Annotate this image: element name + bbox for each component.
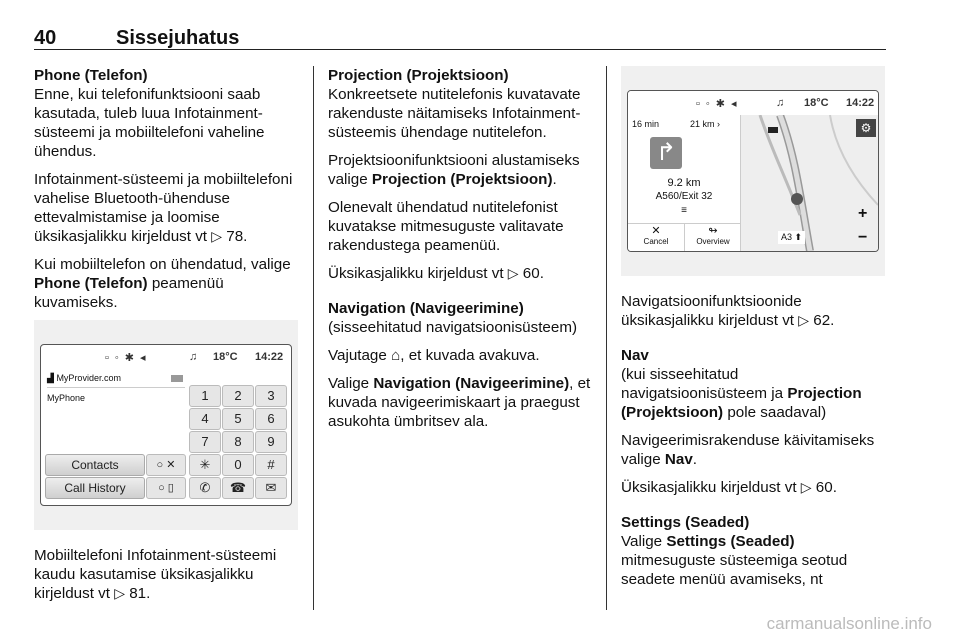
turn-arrow-icon: ↱ xyxy=(650,137,682,169)
handsfree-icon[interactable]: ○ ▯ xyxy=(146,477,186,499)
page-ref-icon: ▷ xyxy=(798,312,810,328)
paragraph: Üksikasjalikku kirjeldust vt ▷ 60. xyxy=(328,265,544,282)
status-bar: ▫◦✱◂ ♫ 18°C 14:22 xyxy=(105,351,284,364)
paragraph: Vajutage ⌂, et kuvada avakuva. xyxy=(328,347,540,364)
section-heading-phone: Phone (Telefon) xyxy=(34,67,148,84)
paragraph: Üksikasjalikku kirjeldust vt ▷ 60. xyxy=(621,479,837,496)
message-icon[interactable]: ✉ xyxy=(255,477,287,499)
zoom-out-button[interactable]: − xyxy=(858,229,868,246)
phone-screen xyxy=(40,344,292,506)
page-number: 40 xyxy=(34,27,57,49)
section-heading-navigation: Navigation (Navigeerimine) xyxy=(328,300,524,317)
key-0[interactable]: 0 xyxy=(222,454,254,476)
column-1 xyxy=(34,66,302,321)
chevron-right-icon: › xyxy=(717,119,721,129)
road-label: A3 ⬆ xyxy=(778,231,805,244)
section-heading-projection: Projection (Projektsioon) xyxy=(328,67,509,84)
paragraph: Navigatsioonifunktsioonide üksikasjalikku kirjeldust vt ▷ 62. xyxy=(621,293,835,329)
paragraph: Kui mobiiltelefon on ühendatud, valige Phone (Telefon) peamenüü kuvamiseks. xyxy=(34,256,291,311)
battery-icon xyxy=(171,375,183,382)
key-1[interactable]: 1 xyxy=(189,385,221,407)
device-name: MyPhone xyxy=(47,393,86,403)
paragraph: Konkreetsete nutitelefonis kuvatavate rakenduste näitamiseks Infotainment-süsteemis ühendage nutitelefon. xyxy=(328,86,581,141)
paragraph: Olenevalt ühendatud nutitelefonist kuvatakse mitmesuguste valitavate rakendustega peamenüü. xyxy=(328,199,564,254)
gear-icon[interactable]: ⚙ xyxy=(856,119,876,137)
column-2 xyxy=(328,66,594,440)
key-3[interactable]: 3 xyxy=(255,385,287,407)
phone-screenshot xyxy=(34,320,298,530)
contacts-button[interactable]: Contacts xyxy=(45,454,145,476)
call-icon[interactable]: ✆ xyxy=(189,477,221,499)
key-hash[interactable]: # xyxy=(255,454,287,476)
provider-name: ▟ MyProvider.com xyxy=(47,373,121,383)
route-icon: ↬ xyxy=(708,225,718,237)
paragraph: Infotainment-süsteemi ja mobiiltelefoni vahelise Bluetooth-ühenduse ettevalmistamise ja loomise üksikasjalikku kirjeldust vt ▷ 78. xyxy=(34,171,293,245)
column-divider xyxy=(313,66,314,610)
navigation-screen xyxy=(627,90,879,252)
paragraph: (sisseehitatud navigatsioonisüsteem) xyxy=(328,319,578,336)
home-icon: ⌂ xyxy=(391,347,401,364)
key-2[interactable]: 2 xyxy=(222,385,254,407)
zoom-in-button[interactable]: + xyxy=(858,205,868,222)
music-icon: ♫ xyxy=(776,97,785,109)
page-ref-icon: ▷ xyxy=(800,479,812,495)
status-icons: ▫◦✱◂ xyxy=(105,352,152,364)
hangup-icon[interactable]: ☎ xyxy=(222,477,254,499)
key-8[interactable]: 8 xyxy=(222,431,254,453)
route-panel: 16 min 21 km › ↱ 9.2 km A560/Exit 32 ≡ ✕ Cancel ↬ Overview xyxy=(628,115,741,251)
paragraph: Valige Settings (Seaded) mitmesuguste süsteemiga seotud seadete menüü avamiseks, nt xyxy=(621,533,848,588)
call-history-button[interactable]: Call History xyxy=(45,477,145,499)
overview-button[interactable]: ↬ Overview xyxy=(684,223,741,252)
page-ref-icon: ▷ xyxy=(507,265,519,281)
key-7[interactable]: 7 xyxy=(189,431,221,453)
key-9[interactable]: 9 xyxy=(255,431,287,453)
paragraph: (kui sisseehitatud navigatsioonisüsteem ja Projection (Projektsioon) pole saadaval) xyxy=(621,366,862,421)
key-star-icon[interactable]: ✳ xyxy=(189,454,221,476)
paragraph: Navigeerimisrakenduse käivitamiseks valige Nav. xyxy=(621,432,875,468)
music-icon: ♫ xyxy=(189,351,198,363)
status-bar: ▫◦✱◂ ♫ 18°C 14:22 xyxy=(628,91,878,115)
watermark: carmanualsonline.info xyxy=(766,614,932,633)
status-icons: ▫◦✱◂ xyxy=(696,98,743,110)
list-icon[interactable]: ≡ xyxy=(681,205,687,216)
key-5[interactable]: 5 xyxy=(222,408,254,430)
paragraph: Enne, kui telefonifunktsiooni saab kasutada, tuleb luua Infotainment-süsteemi ja mobiiltelefoni vaheline ühendus. xyxy=(34,86,265,160)
paragraph: Valige Navigation (Navigeerimine), et kuvada navigeerimiskaart ja praegust asukohta ümbritsev ala. xyxy=(328,375,591,430)
close-icon: ✕ xyxy=(651,225,661,237)
key-4[interactable]: 4 xyxy=(189,408,221,430)
column-3 xyxy=(621,292,881,598)
section-heading-settings: Settings (Seaded) xyxy=(621,514,750,531)
cancel-button[interactable]: ✕ Cancel xyxy=(628,223,684,252)
page-title: Sissejuhatus xyxy=(116,27,240,49)
page-header xyxy=(34,27,886,50)
signal-icon: ▟ xyxy=(47,373,54,383)
pin-icon: ⬆ xyxy=(794,232,803,242)
paragraph: Projektsioonifunktsiooni alustamiseks valige Projection (Projektsioon). xyxy=(328,152,580,188)
page-ref-icon: ▷ xyxy=(211,228,223,244)
column-divider xyxy=(606,66,607,610)
page-ref-icon: ▷ xyxy=(114,585,125,601)
section-heading-nav: Nav xyxy=(621,347,649,364)
key-6[interactable]: 6 xyxy=(255,408,287,430)
phone-caption: Mobiiltelefoni Infotainment-süsteemi kaudu kasutamise üksikasjalikku kirjeldust vt ▷ 81. xyxy=(34,547,277,602)
mute-icon[interactable]: ○ ✕ xyxy=(146,454,186,476)
navigation-screenshot xyxy=(621,66,885,276)
